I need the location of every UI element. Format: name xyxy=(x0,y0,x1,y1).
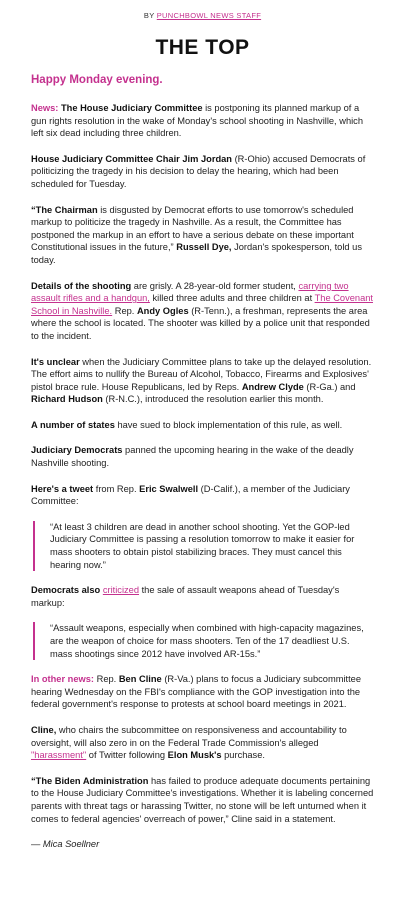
body-text: (R-Ohio) accused Democrats of politicizing the tragedy in his decision to delay the hearing, which had been scheduled for Tuesday. xyxy=(31,153,366,189)
author-signature: — Mica Soellner xyxy=(31,839,100,850)
paragraph-other-news xyxy=(31,673,374,711)
section-title: THE TOP xyxy=(155,36,250,59)
link-criticized[interactable]: criticized xyxy=(102,585,140,596)
bold-text: Judiciary Democrats xyxy=(31,445,123,456)
paragraph-biden-admin xyxy=(31,775,374,825)
bold-text: The House Judiciary Committee xyxy=(58,103,203,113)
link-covenant-school[interactable]: The Covenant School in Nashville. xyxy=(31,293,373,316)
bold-text: “The Chairman xyxy=(31,204,98,215)
paragraph-democrats-also xyxy=(31,584,374,609)
paragraph-tweet-intro xyxy=(31,483,374,508)
byline-brand-link[interactable]: PUNCHBOWL NEWS STAFF xyxy=(156,11,262,20)
link-weapons[interactable]: carrying two assault rifles and a handgun, xyxy=(31,280,349,304)
body-text: the sale of assault weapons ahead of Tuesday's markup: xyxy=(31,585,340,608)
body-text: (R-N.C.), introduced the resolution earlier this month. xyxy=(102,394,324,405)
body-text: (R-Tenn.), a freshman, represents the area where the school is located. The shooter was killed by a police unit that responded to the incident. xyxy=(31,305,370,341)
body-text: purchase. xyxy=(221,750,265,761)
body-text: (R-Va.) plans to focus a Judiciary subcommittee hearing Wednesday on the FBI's compliance with the GOP investigation into the federal government's response to protests at school board meetings in 2021. xyxy=(31,674,362,710)
body-text: from Rep. xyxy=(93,483,140,494)
bold-text: “The Biden Administration xyxy=(31,775,149,786)
body-text: have sued to block implementation of this rule, as well. xyxy=(114,419,343,430)
paragraph-shooting-details xyxy=(31,280,374,343)
quote-text: “At least 3 children are dead in another school shooting. Yet the GOP-led Judiciary Committee is passing a resolution tomorrow to make it easier for mass shooters to obtain pistol stabilizing braces. They must cancel this hearing now.” xyxy=(50,521,355,570)
bold-text: Ben Cline xyxy=(118,674,162,685)
news-label: News: xyxy=(31,103,59,113)
paragraph-cline xyxy=(31,724,374,762)
body-text: (R-Ga.) and xyxy=(303,381,356,392)
body-text: who chairs the subcommittee on responsiveness and accountability to oversight, will also zero in on the Federal Trade Commission's alleged xyxy=(31,724,347,748)
body-text: are grisly. A 28-year-old former student, xyxy=(131,280,299,291)
bold-text: Democrats also xyxy=(31,585,101,596)
paragraph-chairman-quote xyxy=(31,204,374,267)
bold-text: Russell Dye, xyxy=(173,242,232,253)
link-harassment[interactable]: "harassment" xyxy=(31,750,87,761)
paragraph-states xyxy=(31,419,374,432)
bold-text: Here's a tweet xyxy=(31,483,94,494)
body-text: is disgusted by Democrat efforts to use tomorrow's scheduled markup to politicize the tragedy in Nashville. As a result, the Committee has postponed the markup in an effort to have a serious debate on these important Constitutional issues in the future,” xyxy=(31,204,354,253)
paragraph-democrats xyxy=(31,444,374,469)
body-text: Rep. xyxy=(94,674,119,685)
bold-text: Elon Musk's xyxy=(167,750,222,761)
blockquote-assault-weapons xyxy=(33,622,374,660)
byline xyxy=(31,0,374,21)
bold-text: It's unclear xyxy=(31,356,80,367)
paragraph-jordan xyxy=(31,153,374,191)
byline-prefix: BY xyxy=(143,11,157,20)
body-text: of Twitter following xyxy=(86,750,168,761)
body-text: (D-Calif.), a member of the Judiciary Committee: xyxy=(31,483,350,507)
body-text: Rep. xyxy=(112,305,137,316)
bold-text: Richard Hudson xyxy=(31,394,103,405)
body-text: panned the upcoming hearing in the wake of the deadly Nashville shooting. xyxy=(31,445,354,469)
bold-text: Cline, xyxy=(31,724,57,735)
bold-text: Eric Swalwell xyxy=(139,483,199,494)
blockquote-tweet xyxy=(33,521,374,571)
bold-text: Andy Ogles xyxy=(136,305,189,316)
bold-text: Andrew Clyde xyxy=(241,381,304,392)
body-text: killed three adults and three children at xyxy=(149,293,315,304)
body-text: has failed to produce adequate documents pertaining to the House Judiciary Committee's investigations. Whether it is labeling concerned parents with threat tags or harassing Twitter, no stone will be left unturned when it comes to federal agencies' overreach of power,” Cline said in a statement. xyxy=(31,775,374,824)
body-text: Jordan's spokesperson, told us today. xyxy=(31,242,362,265)
paragraph-unclear xyxy=(31,356,374,406)
other-news-label: In other news: xyxy=(31,674,95,685)
bold-text: Details of the shooting xyxy=(31,280,132,291)
quote-text: “Assault weapons, especially when combined with high-capacity magazines, are the weapon of choice for mass shooters. Ten of the 17 deadliest U.S. mass shootings since 2012 have involved AR-15s.” xyxy=(50,623,364,659)
body-text: is postponing its planned markup of a gun rights resolution in the wake of Monday's school shooting in Nashville, which left six dead including three children. xyxy=(31,103,363,139)
bold-text: House Judiciary Committee Chair Jim Jordan xyxy=(31,153,232,164)
greeting: Happy Monday evening. xyxy=(31,74,163,86)
bold-text: A number of states xyxy=(31,419,115,430)
body-text: when the Judiciary Committee plans to take up the delayed resolution. The effort aims to nullify the Bureau of Alcohol, Tobacco, Firearms and Explosives' pistol brace rule. House Republicans, led by Reps. xyxy=(31,356,372,392)
paragraph-news xyxy=(31,102,374,140)
